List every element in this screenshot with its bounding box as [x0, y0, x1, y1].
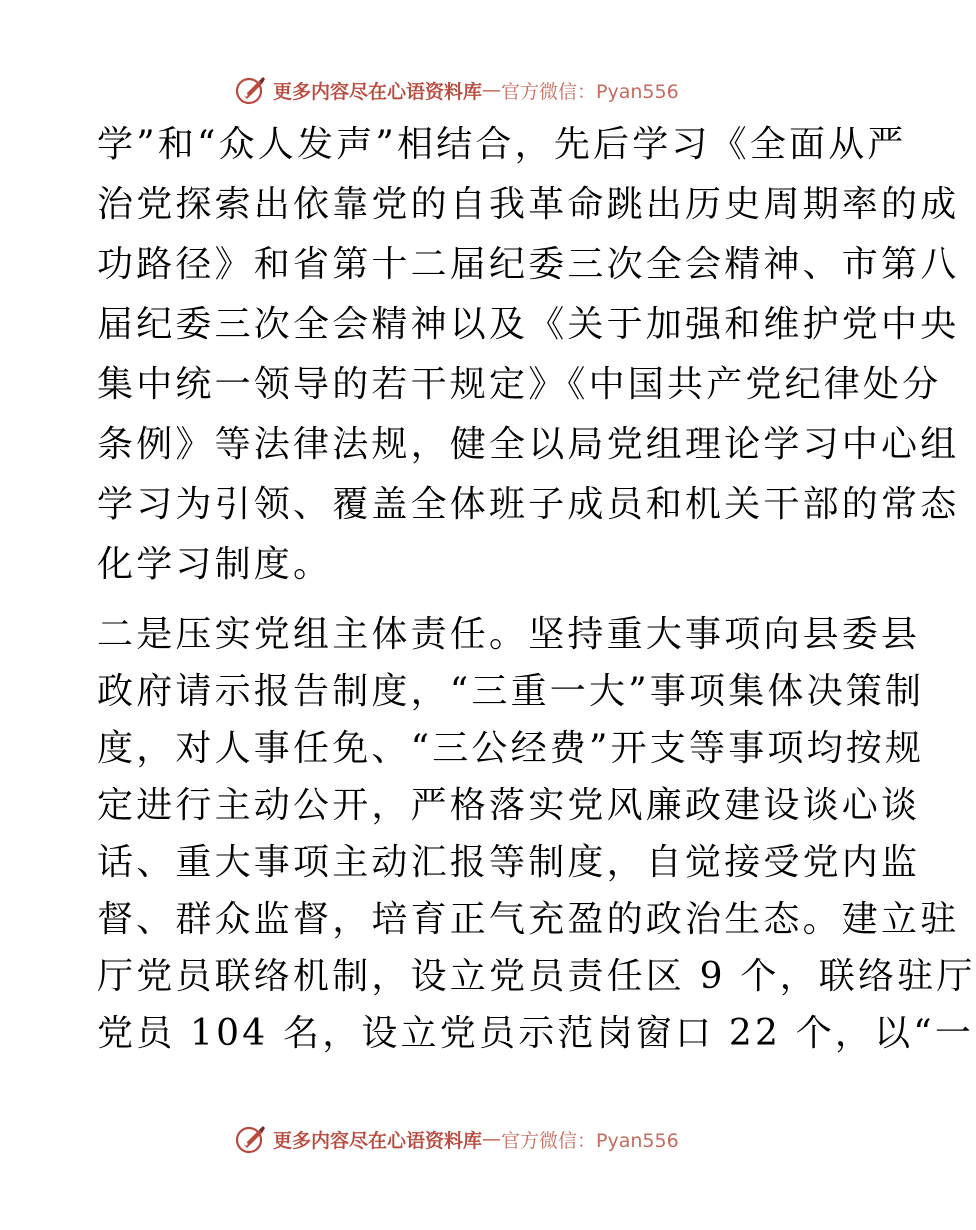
text-line: 条例》等法律法规，健全以局党组理论学习中心组: [97, 424, 960, 465]
text-line: 党员 104 名，设立党员示范岗窗口 22 个，以“一: [97, 1013, 975, 1054]
text-line: 督、群众监督，培育正气充盈的政治生态。建立驻: [97, 899, 960, 940]
watermark-footer: [235, 1122, 679, 1156]
text-line: 治党探索出依靠党的自我革命跳出历史周期率的成: [97, 184, 960, 225]
text-line: 集中统一领导的若干规定》《中国共产党纪律处分: [97, 364, 942, 405]
text-line: 功路径》和省第十二届纪委三次全会精神、市第八: [97, 244, 960, 285]
text-line: 定进行主动公开，严格落实党风廉政建设谈心谈: [97, 785, 921, 826]
watermark-separator: —: [482, 79, 502, 101]
text-line: 化学习制度。: [97, 544, 333, 585]
pen-nib-logo-icon: [235, 1123, 267, 1155]
pen-nib-logo-icon: [235, 74, 267, 106]
text-line: 学习为引领、覆盖全体班子成员和机关干部的常态: [97, 484, 960, 525]
text-line: 度，对人事任免、“三公经费”开支等事项均按规: [97, 728, 925, 769]
text-line: 厅党员联络机制，设立党员责任区 9 个，联络驻厅: [97, 956, 976, 997]
text-line: 政府请示报告制度，“三重一大”事项集体决策制: [97, 671, 925, 712]
text-line: 话、重大事项主动汇报等制度，自觉接受党内监: [97, 842, 921, 883]
watermark-separator: —: [482, 1128, 502, 1150]
text-line: 届纪委三次全会精神以及《关于加强和维护党中央: [97, 304, 960, 345]
text-line: 学”和“众人发声”相结合，先后学习《全面从严: [97, 124, 907, 165]
watermark-header: [235, 73, 679, 107]
watermark-main-text: 更多内容尽在心语资料库: [273, 1129, 483, 1152]
text-line: 二是压实党组主体责任。坚持重大事项向县委县: [97, 614, 921, 655]
watermark-main-text: 更多内容尽在心语资料库: [273, 80, 483, 103]
watermark-wechat-text: 官方微信：Pyan556: [501, 1129, 679, 1152]
watermark-wechat-text: 官方微信：Pyan556: [501, 80, 679, 103]
